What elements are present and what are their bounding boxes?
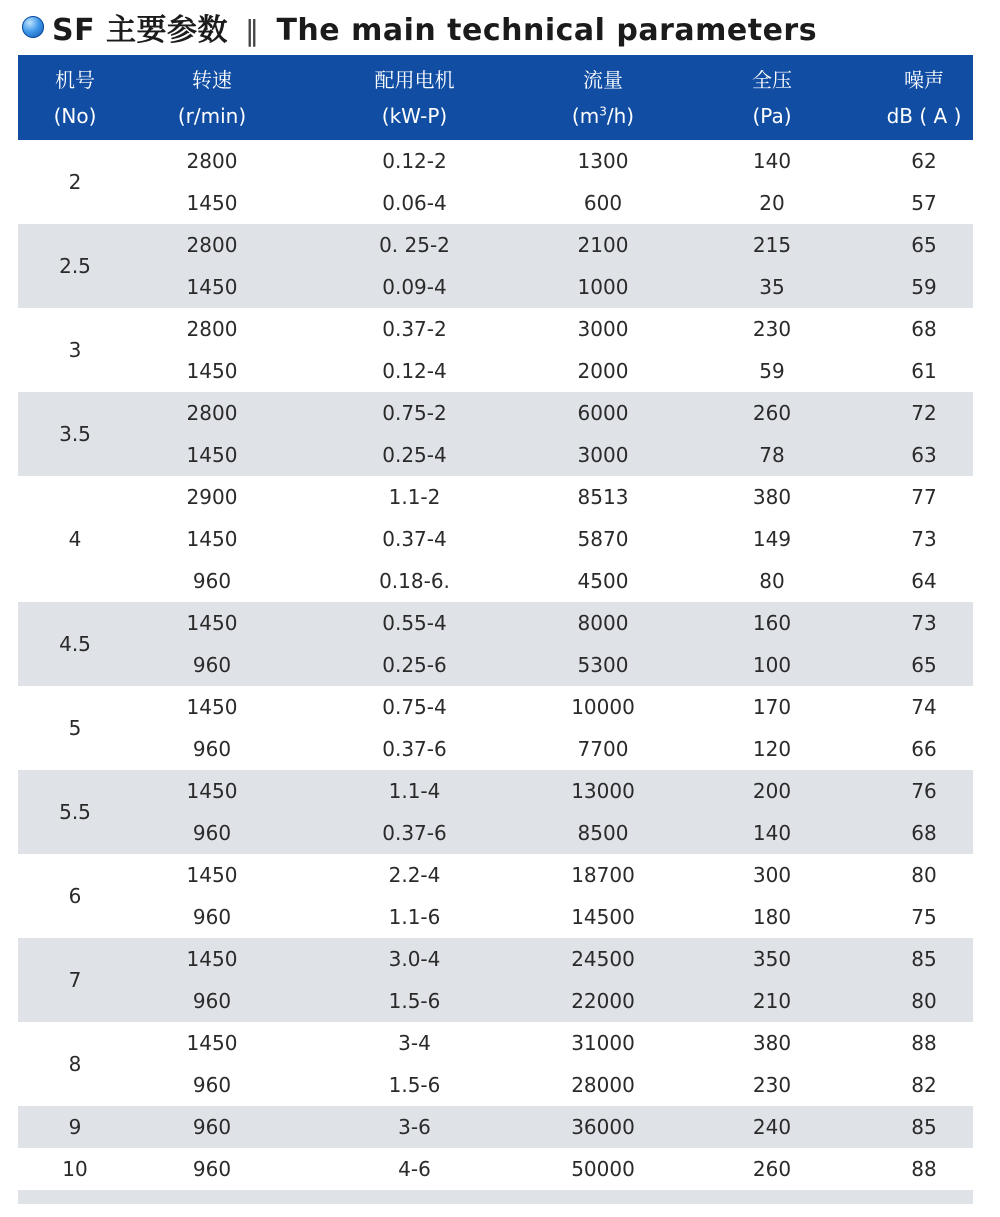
model-no-cell: 9 (68, 1115, 82, 1139)
pressure-cell: 240 (752, 1115, 792, 1139)
pressure-cell: 149 (752, 527, 792, 551)
table-row (132, 1064, 973, 1106)
motor-cell: 1.1-2 (388, 485, 441, 509)
model-no-cell: 5.5 (59, 800, 91, 824)
header-no (18, 55, 132, 140)
motor-cell: 1.5-6 (388, 989, 441, 1013)
table-row-group (18, 1148, 973, 1190)
pressure-cell: 350 (752, 947, 792, 971)
motor-cell: 1.5-6 (388, 1073, 441, 1097)
table-row (132, 560, 973, 602)
header-label: 转速 (192, 67, 232, 92)
parameters-table (18, 55, 973, 1204)
flow-cell: 1300 (577, 149, 629, 173)
pressure-cell: 380 (752, 485, 792, 509)
motor-cell: 0. 25-2 (379, 233, 450, 257)
header-label: 噪声 (904, 67, 944, 92)
motor-cell: 0.12-2 (382, 149, 447, 173)
model-no-cell: 4.5 (59, 632, 91, 656)
header-noise (875, 55, 973, 140)
motor-cell: 3-6 (398, 1115, 431, 1139)
noise-cell: 80 (911, 989, 937, 1013)
motor-cell: 0.06-4 (382, 191, 447, 215)
table-row (132, 434, 973, 476)
pressure-cell: 215 (752, 233, 792, 257)
speed-cell: 960 (192, 1157, 232, 1181)
table-row (132, 728, 973, 770)
table-row (132, 140, 973, 182)
speed-cell: 1450 (186, 611, 238, 635)
noise-cell: 88 (911, 1031, 937, 1055)
pressure-cell: 80 (759, 569, 785, 593)
motor-cell: 0.75-4 (382, 695, 447, 719)
speed-cell: 1450 (186, 191, 238, 215)
noise-cell: 88 (911, 1157, 937, 1181)
table-row-group (18, 686, 973, 770)
noise-cell: 72 (911, 401, 937, 425)
motor-cell: 0.09-4 (382, 275, 447, 299)
flow-cell: 3000 (577, 443, 629, 467)
speed-cell: 960 (192, 1115, 232, 1139)
table-row-group (18, 392, 973, 476)
flow-cell: 28000 (571, 1073, 635, 1097)
noise-cell: 85 (911, 1115, 937, 1139)
pressure-cell: 35 (759, 275, 785, 299)
motor-cell: 1.1-6 (388, 905, 441, 929)
noise-cell: 80 (911, 863, 937, 887)
header-flow (537, 55, 669, 140)
pressure-cell: 78 (759, 443, 785, 467)
speed-cell: 1450 (186, 863, 238, 887)
motor-cell: 0.25-6 (382, 653, 447, 677)
table-row (132, 1022, 973, 1064)
flow-cell: 22000 (571, 989, 635, 1013)
speed-cell: 1450 (186, 1031, 238, 1055)
flow-cell: 600 (583, 191, 623, 215)
speed-cell: 1450 (186, 443, 238, 467)
speed-cell: 1450 (186, 527, 238, 551)
noise-cell: 65 (911, 233, 937, 257)
motor-cell: 0.18-6. (379, 569, 450, 593)
model-no-cell: 7 (68, 968, 82, 992)
table-row-group (18, 308, 973, 392)
speed-cell: 1450 (186, 695, 238, 719)
title-prefix: SF 主要参数 (52, 13, 229, 48)
motor-cell: 3-4 (398, 1031, 431, 1055)
model-no-cell: 6 (68, 884, 82, 908)
flow-cell: 5870 (577, 527, 629, 551)
table-row (132, 350, 973, 392)
motor-cell: 0.12-4 (382, 359, 447, 383)
noise-cell: 74 (911, 695, 937, 719)
pressure-cell: 140 (752, 149, 792, 173)
model-no-cell: 4 (68, 527, 82, 551)
model-no-cell: 3.5 (59, 422, 91, 446)
speed-cell: 960 (192, 569, 232, 593)
model-no-cell: 10 (62, 1157, 88, 1181)
header-unit: $(m^3/h)$ (571, 103, 635, 128)
noise-cell: 64 (911, 569, 937, 593)
header-unit: (No) (53, 103, 97, 128)
table-row-group (18, 224, 973, 308)
pressure-cell: 260 (752, 1157, 792, 1181)
table-row (132, 266, 973, 308)
motor-cell: 2.2-4 (388, 863, 441, 887)
noise-cell: 68 (911, 821, 937, 845)
table-row (132, 1106, 973, 1148)
pressure-cell: 100 (752, 653, 792, 677)
flow-cell: 1000 (577, 275, 629, 299)
flow-cell: 50000 (571, 1157, 635, 1181)
noise-cell: 65 (911, 653, 937, 677)
table-row (132, 854, 973, 896)
header-speed (132, 55, 292, 140)
bullet-icon (22, 16, 44, 38)
motor-cell: 0.55-4 (382, 611, 447, 635)
flow-cell: 36000 (571, 1115, 635, 1139)
speed-cell: 960 (192, 905, 232, 929)
header-unit: dB ( A ) (886, 103, 962, 128)
noise-cell: 68 (911, 317, 937, 341)
model-no-cell: 5 (68, 716, 82, 740)
flow-cell: 8513 (577, 485, 629, 509)
flow-cell: 7700 (577, 737, 629, 761)
table-row (132, 686, 973, 728)
pressure-cell: 260 (752, 401, 792, 425)
speed-cell: 960 (192, 1073, 232, 1097)
noise-cell: 57 (911, 191, 937, 215)
flow-cell: 18700 (571, 863, 635, 887)
table-row-group (18, 602, 973, 686)
speed-cell: 1450 (186, 359, 238, 383)
speed-cell: 960 (192, 653, 232, 677)
title-separator: ‖ (245, 14, 260, 47)
table-row (132, 308, 973, 350)
pressure-cell: 160 (752, 611, 792, 635)
table-body (18, 140, 973, 1190)
speed-cell: 2800 (186, 149, 238, 173)
flow-cell: 2100 (577, 233, 629, 257)
table-row (132, 770, 973, 812)
flow-cell: 24500 (571, 947, 635, 971)
motor-cell: 0.75-2 (382, 401, 447, 425)
model-no-cell: 8 (68, 1052, 82, 1076)
pressure-cell: 140 (752, 821, 792, 845)
model-no-cell: 2 (68, 170, 82, 194)
flow-cell: 14500 (571, 905, 635, 929)
flow-cell: 31000 (571, 1031, 635, 1055)
motor-cell: 0.37-6 (382, 821, 447, 845)
speed-cell: 2900 (186, 485, 238, 509)
table-row (132, 896, 973, 938)
noise-cell: 82 (911, 1073, 937, 1097)
flow-cell: 3000 (577, 317, 629, 341)
motor-cell: 0.37-4 (382, 527, 447, 551)
header-label: 全压 (752, 67, 792, 92)
table-row (132, 392, 973, 434)
pressure-cell: 170 (752, 695, 792, 719)
table-row (132, 644, 973, 686)
noise-cell: 66 (911, 737, 937, 761)
speed-cell: 2800 (186, 401, 238, 425)
noise-cell: 85 (911, 947, 937, 971)
flow-cell: 13000 (571, 779, 635, 803)
table-row (132, 938, 973, 980)
flow-cell: 10000 (571, 695, 635, 719)
pressure-cell: 180 (752, 905, 792, 929)
header-label: 配用电机 (374, 67, 455, 92)
flow-cell: 8000 (577, 611, 629, 635)
pressure-cell: 210 (752, 989, 792, 1013)
flow-cell: 2000 (577, 359, 629, 383)
table-row-group (18, 140, 973, 224)
motor-cell: 0.37-2 (382, 317, 447, 341)
motor-cell: 3.0-4 (388, 947, 441, 971)
header-unit: (r/min) (177, 103, 247, 128)
speed-cell: 960 (192, 737, 232, 761)
speed-cell: 1450 (186, 779, 238, 803)
noise-cell: 61 (911, 359, 937, 383)
speed-cell: 2800 (186, 317, 238, 341)
table-row-group (18, 476, 973, 602)
pressure-cell: 200 (752, 779, 792, 803)
flow-cell: 6000 (577, 401, 629, 425)
header-unit: (kW-P) (381, 103, 448, 128)
noise-cell: 77 (911, 485, 937, 509)
noise-cell: 76 (911, 779, 937, 803)
table-row-group (18, 1106, 973, 1148)
table-row-group (18, 770, 973, 854)
header-pressure (669, 55, 875, 140)
noise-cell: 62 (911, 149, 937, 173)
pressure-cell: 230 (752, 1073, 792, 1097)
pressure-cell: 300 (752, 863, 792, 887)
table-row (132, 518, 973, 560)
model-no-cell: 3 (68, 338, 82, 362)
table-row (132, 812, 973, 854)
flow-cell: 5300 (577, 653, 629, 677)
pressure-cell: 230 (752, 317, 792, 341)
motor-cell: 4-6 (398, 1157, 431, 1181)
table-footer-band (18, 1190, 973, 1204)
title-text (52, 5, 817, 49)
table-row (132, 1148, 973, 1190)
header-label: 机号 (55, 67, 95, 92)
header-unit: (Pa) (752, 103, 792, 128)
noise-cell: 59 (911, 275, 937, 299)
table-row (132, 602, 973, 644)
pressure-cell: 120 (752, 737, 792, 761)
pressure-cell: 20 (759, 191, 785, 215)
motor-cell: 0.37-6 (382, 737, 447, 761)
table-row (132, 182, 973, 224)
speed-cell: 960 (192, 821, 232, 845)
speed-cell: 1450 (186, 275, 238, 299)
flow-cell: 4500 (577, 569, 629, 593)
speed-cell: 1450 (186, 947, 238, 971)
pressure-cell: 59 (759, 359, 785, 383)
speed-cell: 960 (192, 989, 232, 1013)
table-row-group (18, 938, 973, 1022)
flow-cell: 8500 (577, 821, 629, 845)
noise-cell: 75 (911, 905, 937, 929)
title-english: The main technical parameters (276, 13, 818, 48)
motor-cell: 1.1-4 (388, 779, 441, 803)
table-row (132, 980, 973, 1022)
table-header (18, 55, 973, 140)
header-label: 流量 (583, 67, 623, 92)
noise-cell: 73 (911, 611, 937, 635)
noise-cell: 63 (911, 443, 937, 467)
table-row-group (18, 854, 973, 938)
speed-cell: 2800 (186, 233, 238, 257)
page-title (22, 6, 817, 48)
table-row-group (18, 1022, 973, 1106)
pressure-cell: 380 (752, 1031, 792, 1055)
noise-cell: 73 (911, 527, 937, 551)
header-motor (292, 55, 537, 140)
model-no-cell: 2.5 (59, 254, 91, 278)
table-row (132, 224, 973, 266)
motor-cell: 0.25-4 (382, 443, 447, 467)
table-row (132, 476, 973, 518)
